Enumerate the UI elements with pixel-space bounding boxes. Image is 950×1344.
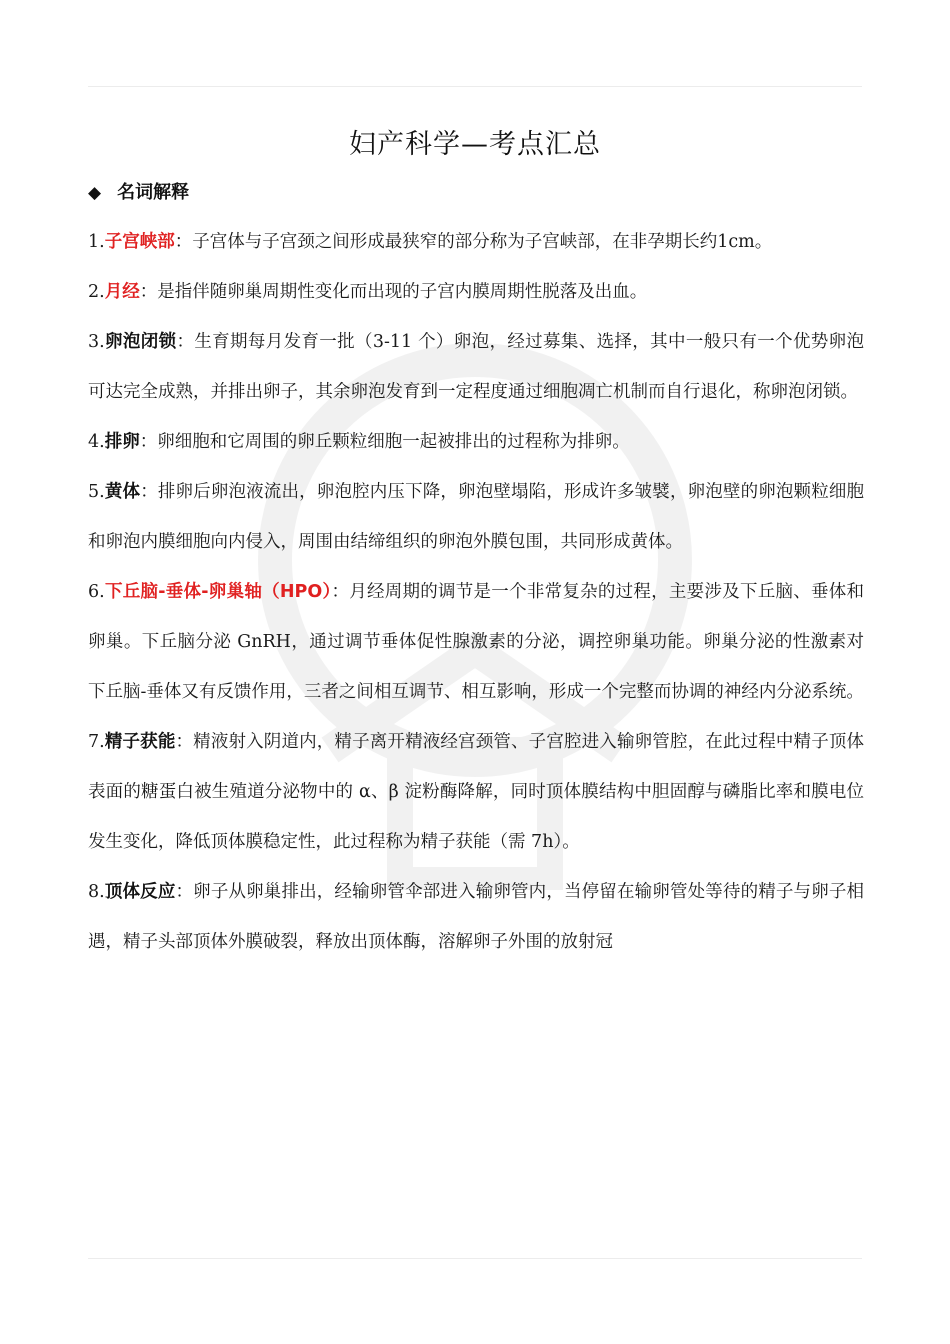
entry-colon: ： (176, 332, 195, 352)
header-rule (88, 86, 862, 87)
entry-number: 1. (88, 232, 105, 252)
entry-number: 6. (88, 582, 105, 602)
entry (88, 717, 864, 867)
entry-body: 排卵后卵泡液流出，卵泡腔内压下降，卵泡壁塌陷，形成许多皱襞，卵泡壁的卵泡颗粒细胞和卵泡内膜细胞向内侵入，周围由结缔组织的卵泡外膜包围，共同形成黄体。 (88, 482, 865, 552)
entry (88, 217, 864, 267)
page-title: 妇产科学—考点汇总 (349, 129, 601, 160)
entry-body: 卵子从卵巢排出，经输卵管伞部进入输卵管内，当停留在输卵管处等待的精子与卵子相遇，精子头部顶体外膜破裂，释放出顶体酶，溶解卵子外围的放射冠 (88, 882, 865, 952)
section-heading (88, 178, 189, 204)
entry-number: 7. (88, 732, 105, 752)
entry-term: 月经 (104, 282, 140, 302)
entry-number: 4. (88, 432, 105, 452)
entry-colon: ： (139, 432, 158, 452)
entry-colon: ： (331, 582, 350, 602)
entry-colon: ： (174, 232, 193, 252)
entry (88, 417, 864, 467)
entry (88, 567, 864, 717)
entry-term: 卵泡闭锁 (104, 332, 177, 352)
entry-colon: ： (175, 732, 194, 752)
entry-number: 3. (88, 332, 105, 352)
entry-list (88, 217, 864, 967)
entry-term: 黄体 (104, 482, 141, 502)
entry-body: 是指伴随卵巢周期性变化而出现的子宫内膜周期性脱落及出血。 (157, 282, 648, 302)
entry (88, 867, 864, 967)
footer-rule (88, 1258, 862, 1259)
entry-colon: ： (140, 482, 158, 502)
entry-term: 下丘脑-垂体-卵巢轴（HPO） (104, 582, 332, 602)
entry-number: 2. (88, 282, 105, 302)
entry-body: 子宫体与子宫颈之间形成最狭窄的部分称为子宫峡部，在非孕期长约1cm。 (192, 232, 773, 252)
entry-body: 生育期每月发育一批（3-11 个）卵泡，经过募集、选择，其中一般只有一个优势卵泡可达完全成熟，并排出卵子，其余卵泡发育到一定程度通过细胞凋亡机制而自行退化，称卵泡闭锁。 (88, 332, 865, 402)
entry-term: 排卵 (104, 432, 140, 452)
entry-number: 5. (88, 482, 105, 502)
entry-colon: ： (175, 882, 194, 902)
entry-body: 卵细胞和它周围的卵丘颗粒细胞一起被排出的过程称为排卵。 (157, 432, 630, 452)
entry (88, 467, 864, 567)
entry-body: 精液射入阴道内，精子离开精液经宫颈管、子宫腔进入输卵管腔，在此过程中精子顶体表面的糖蛋白被生殖道分泌物中的 α、β 淀粉酶降解，同时顶体膜结构中胆固醇与磷脂比率和膜电位发生变化，降低顶体膜稳定性，此过程称为精子获能（需 7h）。 (88, 732, 865, 852)
entry-body: 月经周期的调节是一个非常复杂的过程，主要涉及下丘脑、垂体和卵巢。下丘脑分泌 GnRH，通过调节垂体促性腺激素的分泌，调控卵巢功能。卵巢分泌的性激素对下丘脑-垂体又有反馈作用，三者之间相互调节、相互影响，形成一个完整而协调的神经内分泌系统。 (88, 582, 865, 702)
section-label: 名词解释 (117, 182, 190, 203)
entry (88, 267, 864, 317)
entry-term: 子宫峡部 (104, 232, 175, 252)
entry-colon: ： (139, 282, 158, 302)
entry (88, 317, 864, 417)
entry-term: 精子获能 (104, 732, 176, 752)
entry-number: 8. (88, 882, 105, 902)
diamond-bullet-icon: ◆ (88, 183, 102, 203)
entry-term: 顶体反应 (104, 882, 176, 902)
